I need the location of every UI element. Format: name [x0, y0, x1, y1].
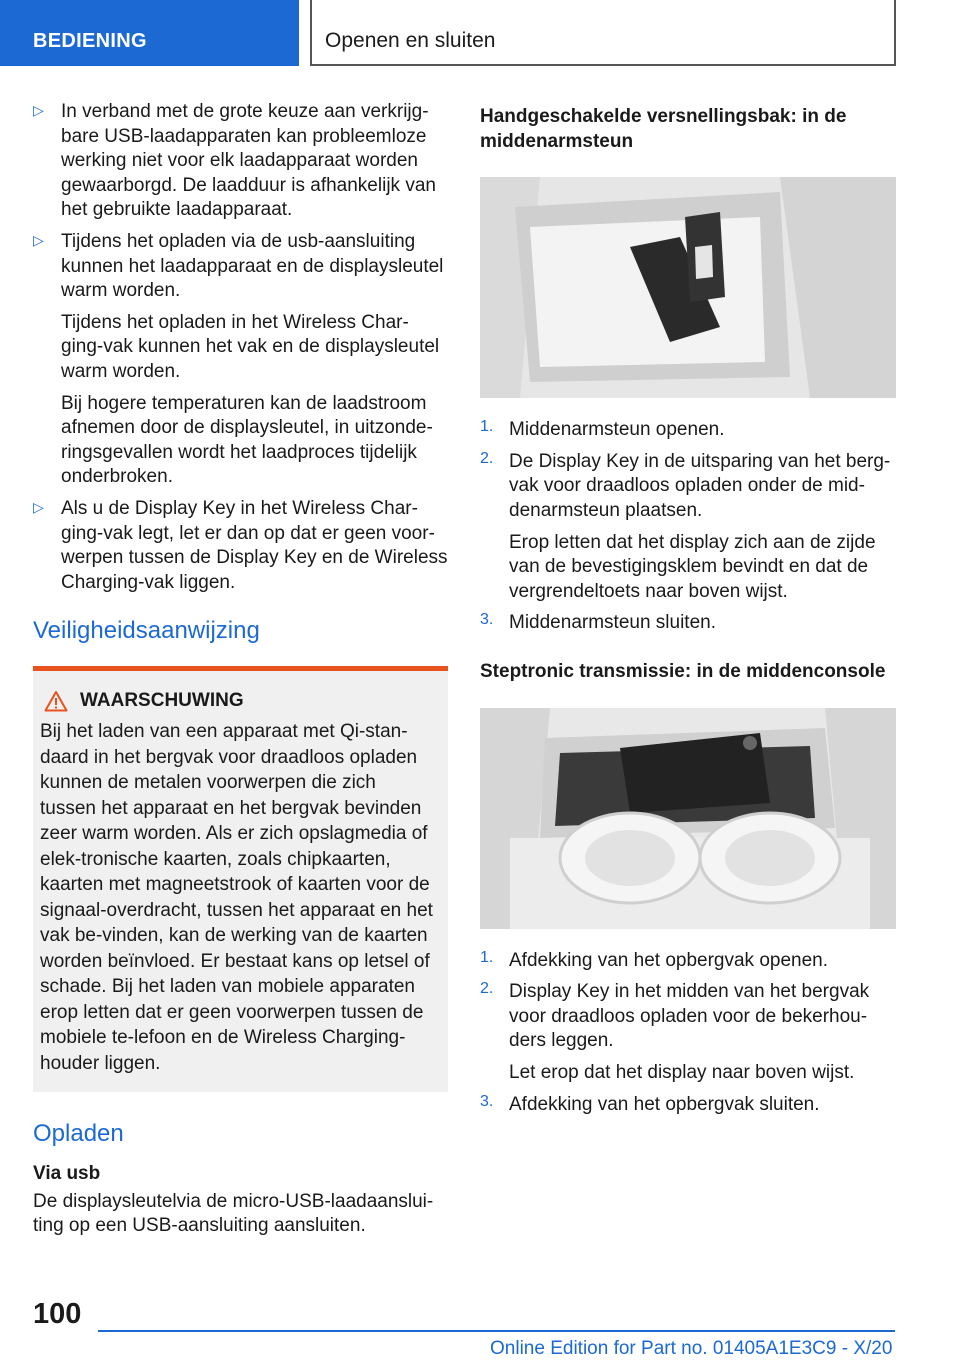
step-number: 2.: [480, 980, 494, 998]
bullet-text: Bij hogere temperaturen kan de laadstroom afnemen door de displaysleutel, in uitzonde-ringsgevallen wordt het laadproces tijdelijk onderbroken.: [61, 392, 433, 488]
step-item: [480, 949, 896, 974]
bullet-item: [33, 230, 448, 490]
chapter-title: Openen en sluiten: [325, 29, 496, 52]
bullet-text: Tijdens het opladen via de usb-aansluiting kunnen het laadapparaat en de displaysleutel warm worden.: [61, 230, 444, 302]
section-tab: [0, 0, 299, 66]
triangle-bullet-icon: ▷: [33, 231, 44, 248]
edition-note: Online Edition for Part no. 01405A1E3C9 - X/20: [490, 1338, 893, 1359]
warning-title: WAARSCHUWING: [80, 690, 244, 712]
charging-heading: Opladen: [33, 1120, 124, 1148]
warning-triangle-icon: [40, 689, 80, 713]
step-item: [480, 1093, 896, 1118]
warning-header: [40, 689, 437, 713]
usb-text: De displaysleutelvia de micro-USB-laadaanslui-ting op een USB-aansluiting aansluiten.: [33, 1190, 434, 1237]
step-number: 1.: [480, 948, 494, 966]
step-text: Display Key in het midden van het bergvak voor draadloos opladen voor de bekerhou-ders leggen.: [509, 981, 870, 1052]
armrest-photo: [480, 177, 896, 398]
step-text: Afdekking van het opbergvak sluiten.: [509, 1093, 820, 1115]
step-number: 1.: [480, 418, 494, 436]
bullet-text: Als u de Display Key in het Wireless Char-ging-vak legt, let er dan op dat er geen voor-werpen tussen de Display Key en de Wireless Charging-vak liggen.: [61, 497, 448, 593]
step-number: 3.: [480, 611, 494, 629]
step-item: [480, 611, 896, 636]
step-text: Afdekking van het opbergvak openen.: [509, 949, 829, 971]
manual-gearbox-heading: Handgeschakelde versnellingsbak: in de middenarmsteun: [480, 106, 847, 152]
step-item: [480, 418, 896, 443]
page-number: 100: [33, 1298, 82, 1330]
step-number: 3.: [480, 1092, 494, 1110]
bullet-item: [33, 100, 448, 223]
step-text: Middenarmsteun openen.: [509, 419, 725, 441]
section-title: BEDIENING: [33, 30, 147, 52]
step-item: [480, 450, 896, 605]
step-text: Erop letten dat het display zich aan de zijde van de bevestigingsklem bevindt en dat de vergrendeltoets naar boven wijst.: [509, 531, 876, 602]
right-column: [480, 105, 896, 1124]
bullet-item: [33, 497, 448, 595]
chapter-tab: [311, 0, 896, 66]
warning-box: [33, 666, 448, 1092]
steptronic-heading: Steptronic transmissie: in de middenconsole: [480, 660, 886, 682]
step-text: Let erop dat het display naar boven wijst.: [509, 1061, 855, 1083]
center-console-photo: [480, 708, 896, 929]
step-number: 2.: [480, 449, 494, 467]
triangle-bullet-icon: ▷: [33, 498, 44, 515]
step-text: Middenarmsteun sluiten.: [509, 612, 716, 634]
step-item: [480, 980, 896, 1085]
triangle-bullet-icon: ▷: [33, 102, 44, 118]
bullet-text: In verband met de grote keuze aan verkrijg-bare USB-laadapparaten kan probleemloze werking niet voor elk laadapparaat worden gewaarborgd. De laadduur is afhankelijk van het gebruikte laadapparaat.: [61, 101, 436, 221]
warning-text: Bij het laden van een apparaat met Qi-stan-daard in het bergvak voor draadloos opladen kunnen de metalen voorwerpen die zich tussen het apparaat en het bergvak bevinden zeer warm worden. Als er zich opslagmedia of elek-tronische kaarten, zoals chipkaarten, kaarten met magneetstrook of kaarten voor de signaal-overdracht, tussen het apparaat en het vak be-vinden, kan de werking van de kaarten worden beïnvloed. Er bestaat kans op letsel of schade. Bij het laden van mobiele apparaten erop letten dat er geen voorwerpen tussen de mobiele te-lefoon en de Wireless Charging-houder liggen.: [40, 721, 433, 1074]
footer-rule: [98, 1330, 895, 1332]
step-text: De Display Key in de uitsparing van het berg-vak voor draadloos opladen onder de mid-denarmsteun plaatsen.: [509, 450, 891, 521]
safety-heading: Veiligheidsaanwijzing: [33, 617, 260, 645]
bullet-text: Tijdens het opladen in het Wireless Char-ging-vak kunnen het vak en de displaysleutel warm worden.: [61, 311, 440, 382]
left-column: [33, 100, 448, 1239]
usb-heading: Via usb: [33, 1163, 101, 1185]
